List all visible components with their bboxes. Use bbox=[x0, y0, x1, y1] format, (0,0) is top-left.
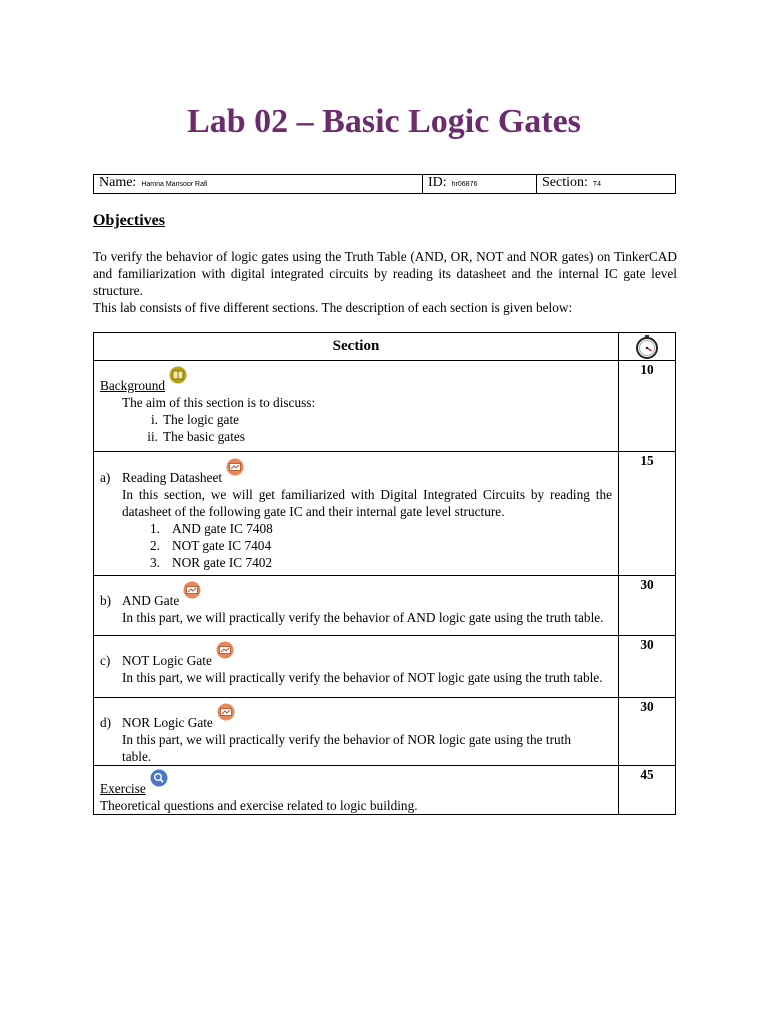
section-description bbox=[94, 698, 619, 766]
points-cell: 10 bbox=[619, 361, 676, 452]
section-description bbox=[94, 452, 619, 576]
topic-list bbox=[100, 411, 612, 445]
table-row bbox=[94, 636, 676, 698]
section-title: Exercise bbox=[100, 781, 146, 796]
page-title: Lab 02 – Basic Logic Gates bbox=[187, 103, 581, 140]
table-row bbox=[94, 576, 676, 636]
list-item: ii. The basic gates bbox=[147, 429, 245, 444]
points-cell: 15 bbox=[619, 452, 676, 576]
id-value: hr06876 bbox=[451, 181, 478, 188]
section-label: Section: bbox=[542, 175, 588, 190]
name-cell bbox=[94, 175, 423, 194]
points-cell: 45 bbox=[619, 766, 676, 815]
objectives-text bbox=[93, 248, 677, 316]
list-item: 1. AND gate IC 7408 bbox=[150, 521, 273, 536]
section-title: NOR Logic Gate bbox=[122, 715, 213, 730]
table-row bbox=[94, 766, 676, 815]
section-letter: d) bbox=[100, 715, 112, 730]
time-header bbox=[619, 333, 676, 361]
objectives-paragraph: To verify the behavior of logic gates using the Truth Table (AND, OR, NOT and NOR gates) on TinkerCAD and familiarization with digital integrated circuits by reading its datasheet and the internal IC gate level structure. bbox=[93, 249, 677, 298]
list-item: 2. NOT gate IC 7404 bbox=[150, 538, 272, 553]
id-cell bbox=[423, 175, 537, 194]
presentation-icon bbox=[182, 581, 202, 599]
student-info-table bbox=[93, 174, 676, 194]
section-text: In this section, we will get familiarized with Digital Integrated Circuits by reading the datasheet of the following gate IC and their internal gate level structure. bbox=[122, 487, 612, 519]
stopwatch-icon bbox=[634, 334, 660, 360]
section-text: In this part, we will practically verify the behavior of NOR logic gate using the truth table. bbox=[122, 732, 572, 764]
section-text: Theoretical questions and exercise related to logic building. bbox=[100, 798, 418, 813]
sections-table bbox=[93, 332, 676, 815]
objectives-heading: Objectives bbox=[93, 212, 165, 229]
presentation-icon bbox=[215, 641, 235, 659]
section-header: Section bbox=[94, 333, 619, 361]
section-title: Reading Datasheet bbox=[122, 470, 223, 485]
table-row bbox=[94, 452, 676, 576]
section-letter: c) bbox=[100, 653, 111, 668]
presentation-icon bbox=[225, 458, 245, 476]
section-description bbox=[94, 636, 619, 698]
id-label: ID: bbox=[428, 175, 447, 190]
table-row bbox=[94, 698, 676, 766]
list-item: i. The logic gate bbox=[150, 412, 240, 427]
presentation-icon bbox=[216, 703, 236, 721]
section-letter: a) bbox=[100, 470, 111, 485]
section-description bbox=[94, 576, 619, 636]
section-value: T4 bbox=[592, 181, 602, 188]
section-description bbox=[94, 766, 619, 815]
section-title: Background bbox=[100, 378, 165, 393]
name-value: Hamna Mansoor Rafi bbox=[141, 181, 208, 188]
points-cell: 30 bbox=[619, 636, 676, 698]
section-text: In this part, we will practically verify the behavior of NOT logic gate using the truth table. bbox=[122, 670, 603, 685]
section-description bbox=[94, 361, 619, 452]
section-letter: b) bbox=[100, 593, 112, 608]
objectives-paragraph: This lab consists of five different sections. The description of each section is given below: bbox=[93, 300, 573, 315]
section-text: In this part, we will practically verify the behavior of AND logic gate using the truth table. bbox=[122, 610, 604, 625]
section-title: AND Gate bbox=[122, 593, 180, 608]
section-text: The aim of this section is to discuss: bbox=[122, 395, 316, 410]
list-item: 3. NOR gate IC 7402 bbox=[150, 555, 273, 570]
points-cell: 30 bbox=[619, 698, 676, 766]
ic-list bbox=[100, 520, 612, 571]
section-title: NOT Logic Gate bbox=[122, 653, 212, 668]
points-cell: 30 bbox=[619, 576, 676, 636]
section-cell bbox=[537, 175, 676, 194]
name-label: Name: bbox=[99, 175, 137, 190]
book-icon bbox=[168, 366, 188, 384]
table-row bbox=[94, 361, 676, 452]
magnifier-icon bbox=[149, 769, 169, 787]
table-header-row bbox=[94, 333, 676, 361]
